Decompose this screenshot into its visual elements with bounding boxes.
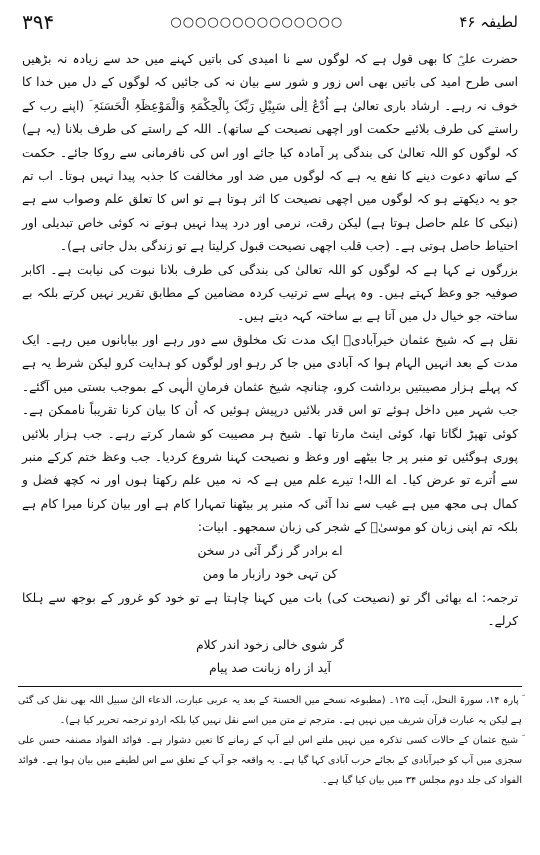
footnote: ؔ پارہ ۱۴، سورۃ النحل، آیت ۱۲۵۔ (مطبوعہ نسخے میں الحسنۃ کے بعد یہ عربی عبارت، الدعاء الیٰ سبیل اللہ بھی نقل کی گئی ہے لیکن یہ عبارت قرآن شریف میں نہیں ہے۔ مترجم نے متن میں اسے نقل نہیں کیا بلکہ اردو ترجمہ تحریر کیا ہے)۔ bbox=[18, 695, 523, 726]
verse-line bbox=[22, 657, 518, 681]
verse-block bbox=[22, 634, 518, 681]
paragraph: بزرگوں نے کہا ہے کہ لوگوں کو اللہ تعالیٰ کی بندگی کی طرف بلانا نبوت کی نیابت ہے۔ اکابر صوفیہ جو وعظ کہتے ہیں۔ وہ پہلے سے ترتیب کردہ مضامین کے مطابق تقریر نہیں کرتے بلکہ بے ساختہ جو خیال دل میں آتا ہے بے ساختہ کہہ دیتے ہیں۔ bbox=[22, 262, 518, 324]
paragraph: نقل ہے کہ شیخ عثمان خیرآبادیؒ ایک مدت تک مخلوق سے دور رہے اور بیابانوں میں رہے۔ ایک مدت کے بعد انہیں الہام ہوا کہ آبادی میں جا کر رہو اور لوگوں کو ہدایت کرو لیکن شرط یہ ہے کہ پہلے ہزار مصیبتیں برداشت کرو، چنانچہ شیخ عثمان فرمانِ الٰہی کے بموجب بستی میں آگئے۔ جب شہر میں داخل ہوئے تو اس قدر بلائیں درپیش ہوئیں کہ اُن کا بیان کرنا تقریباً ناممکن ہے۔ کوئی تھپڑ لگاتا تھا، کوئی اینٹ مارتا تھا۔ شیخ ہر مصیبت کو شمار کرتے رہے۔ جب ہزار بلائیں پوری ہوگئیں تو منبر پر جا بیٹھے اور وعظ و نصیحت کہنا شروع کردیا۔ جب وعظ ختم کرکے منبر سے اُترے تو عرض کیا۔ اے اللہ! تیرے علم میں ہے کہ نہ میں علم رکھتا ہوں اور نہ کچھ فضل و کمال ہی مجھ میں ہے غیب سے ندا آئی کہ منبر پر بیٹھنا تمہارا کام ہے اور بیان کرنا میرا کام ہے بلکہ تم اپنی زبان کو موسیٰؑ کے شجر کی زبان سمجھو۔ ابیات: bbox=[22, 332, 518, 535]
page-number: ۳۹۴ bbox=[22, 10, 55, 34]
verse-line bbox=[22, 634, 518, 658]
verse-hemistich: گر شوی خالی زخود اندر کلام bbox=[196, 637, 344, 652]
footnotes bbox=[18, 686, 522, 791]
section-title: لطیفہ ۴۶ bbox=[459, 13, 518, 31]
header-ornament: ○○○○○○○○○○○○○○ bbox=[170, 14, 344, 30]
verse-line bbox=[22, 540, 518, 564]
verse-hemistich: آید از راہ زبانت صد پیام bbox=[209, 661, 331, 676]
verse-hemistich: کن تہی خود رازبار ما ومن bbox=[202, 567, 338, 582]
body-text bbox=[22, 48, 518, 681]
paragraph: حضرت علیؓ کا بھی قول ہے کہ لوگوں سے نا امیدی کی باتیں کہنے میں حد سے زیادہ نہ بڑھیں اسی طرح امید کی باتیں بھی اس زور و شور سے بیان نہ کی جائیں کہ لوگوں کے دل میں خدا کا خوف نہ رہے۔ ارشاد باری تعالیٰ ہے اُدْعُ اِلٰی سَبِیْلِ رَبِّکَ بِالْحِکْمَۃِ وَالْمَوْعِظَۃِ الْحَسَنَۃِ ؔ (اپنے رب کے راستے کی طرف بلائیے حکمت اور اچھی نصیحت کے ساتھ)۔ اللہ کے راستے کی طرف بلانا (یہ ہے) کہ لوگوں کو اللہ تعالیٰ کی بندگی پر آمادہ کیا جائے اور اس کی نافرمانی سے روکا جائے۔ حکمت کے ساتھ دعوت دینے کا نفع یہ ہے کہ لوگوں میں ضد اور مخالفت کا جذبہ پیدا نہیں ہوتا۔ اب تم جو یہ دیکھتے ہو کہ لوگوں میں اچھی نصیحت کا اثر ہوتا ہے تو اس کا تعلق علم وصواب سے ہے (نیکی کا علم حاصل ہوتا ہے) لیکن رقت، نرمی اور درد پیدا نہیں ہوتے نہ کوئی خاص تبدیلی اور احتیاط حاصل ہوتی ہے۔ (جب قلب اچھی نصیحت قبول کرلیتا ہے تو زندگی بدل جاتی ہے)۔ bbox=[22, 52, 518, 254]
footnote-divider bbox=[18, 686, 522, 687]
translation: ترجمہ: اے بھائی اگر تو (نصیحت کی) بات میں کہنا چاہتا ہے تو خود کو غرور کے بوجھ سے ہلکا کرلے۔ bbox=[22, 590, 518, 629]
page-header bbox=[22, 8, 518, 36]
footnote: ؔ شیخ عثمان کے حالات کسی تذکرہ میں نہیں ملتے اس لیے آپ کے زمانے کا تعین دشوار ہے۔ فوائد الفواد مصنفہ حسن علی سجزی میں آپ کو خیرآبادی کے بجائے حرب آبادی کہا گیا ہے۔ یہ واقعہ جو آپ کے تعلق سے اس لطیفے میں بیان ہوا ہے۔ فوائد الفواد کی جلد دوم مجلس ۳۴ میں بیان کیا گیا ہے۔ bbox=[18, 735, 522, 786]
verse-hemistich: اے برادر گر زگر آئی در سخن bbox=[197, 543, 343, 558]
verse-block bbox=[22, 540, 518, 587]
verse-line bbox=[22, 563, 518, 587]
